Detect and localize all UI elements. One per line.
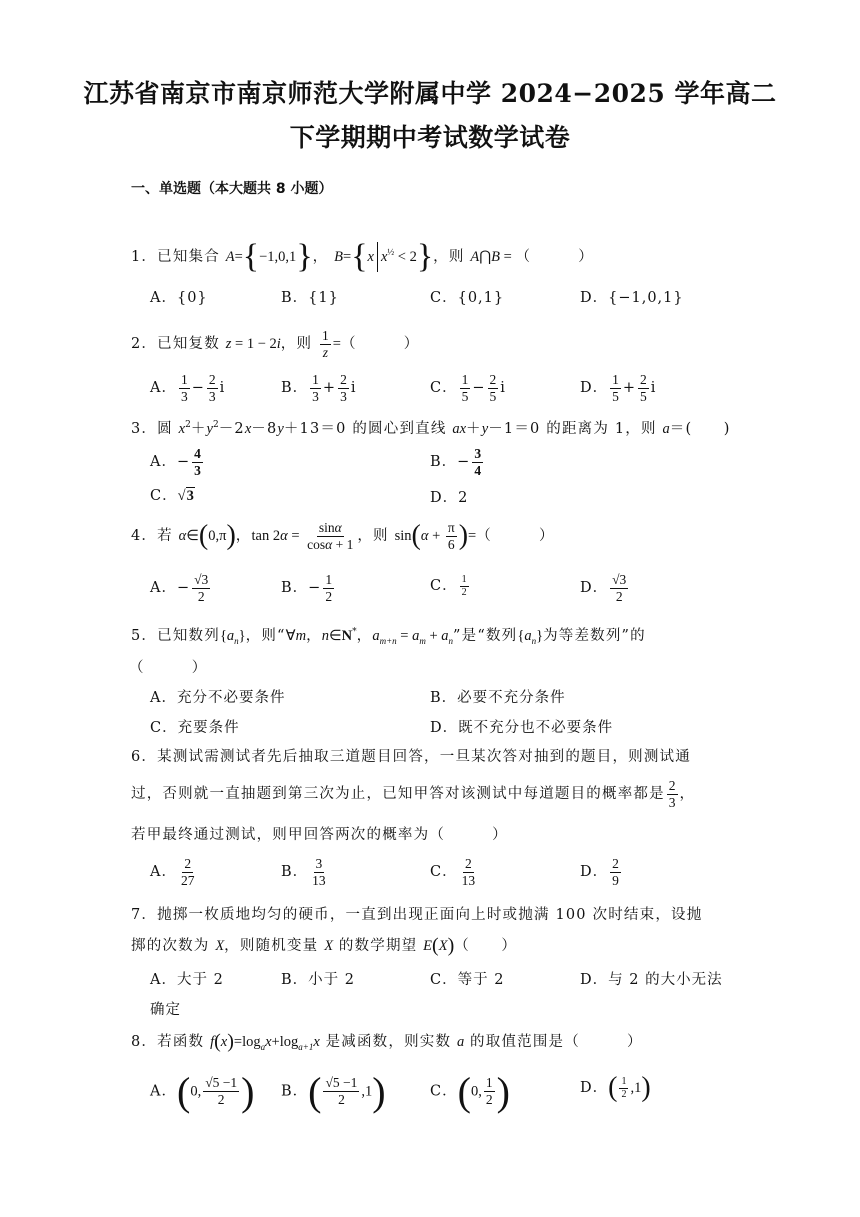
- question-2-stem: 2．已知复数 z = 1 − 2i，则 $\frac{1}{z}$ =（ ）: [131, 328, 420, 360]
- question-3-option-a: A．− $\frac{4}{3}$: [150, 446, 201, 478]
- question-6-line-3: 若甲最终通过测试，则甲回答两次的概率为（ ）: [131, 827, 508, 843]
- question-1-option-a: A．{0}: [150, 290, 208, 306]
- question-5-option-d: D．既不充分也不必要条件: [430, 720, 614, 736]
- question-7-line-1: 7．抛掷一枚质地均匀的硬币，一直到出现正面向上时或抛满 100 次时结束，设抛: [131, 907, 703, 923]
- question-8-option-c: C．(0, $\frac{1}{2}$ ): [430, 1069, 510, 1114]
- question-5-option-a: A．充分不必要条件: [150, 690, 286, 706]
- question-6-option-d: D． $\frac{2}{9}$: [580, 856, 619, 888]
- question-6-option-c: C． $\frac{2}{13}$: [430, 856, 476, 888]
- question-6-option-b: B． $\frac{3}{13}$: [281, 856, 326, 888]
- section-heading: 一、单选题（本大题共 8 小题）: [131, 181, 333, 197]
- question-1-stem: 1．已知集合 A={−1,0,1}， B={x $x^{\frac{1}{2}} < 2$}，则 A⋂B = （ ）: [131, 237, 594, 275]
- question-7-option-a: A．大于 2: [150, 972, 224, 988]
- question-1-option-b: B．{1}: [281, 290, 339, 306]
- question-6-line-1: 6．某测试需测试者先后抽取三道题目回答，一旦某次答对抽到的题目，则测试通: [131, 749, 691, 765]
- question-7-line-2: 掷的次数为 X，则随机变量 X 的数学期望 E(X)（ ）: [131, 934, 518, 957]
- question-5-blank: （ ）: [129, 660, 208, 676]
- question-4-option-c: C． $\frac{1}{2}$: [430, 574, 467, 598]
- question-2-option-a: A． $\frac{1}{3}$ − $\frac{2}{3}$ i: [150, 372, 226, 404]
- question-3-option-b: B．− $\frac{3}{4}$: [430, 446, 482, 478]
- exam-title-line-2: 下学期期中考试数学试卷: [289, 123, 571, 152]
- question-3-option-c: C．√3: [150, 488, 194, 504]
- question-2-option-d: D． $\frac{1}{5}$ + $\frac{2}{5}$ i: [580, 372, 657, 404]
- question-5-stem: 5．已知数列$\{a_n\}$，则“∀m，n∈N*，$a_{m+n} = a_m + a_n$”是“数列$\{a_n\}$为等差数列”的: [131, 627, 646, 646]
- question-7-option-d-continued: 确定: [150, 1002, 181, 1018]
- question-8-option-a: A．(0, $\frac{√5 -1}{2}$ ): [150, 1069, 255, 1114]
- question-5-option-c: C．充要条件: [150, 720, 240, 736]
- question-7-option-c: C．等于 2: [430, 972, 505, 988]
- question-2-option-b: B． $\frac{1}{3}$ + $\frac{2}{3}$ i: [281, 372, 357, 404]
- question-8-option-b: B．( $\frac{√5 -1}{2}$ ,1): [281, 1069, 386, 1114]
- question-6-line-2: 过，否则就一直抽题到第三次为止，已知甲答对该测试中每道题目的概率都是 $\frac{2}{3}$ ，: [131, 778, 696, 810]
- question-4-option-b: B．− $\frac{1}{2}$: [281, 572, 333, 604]
- question-4-stem: 4．若 α∈(0,π)，tan 2α = $\frac{\sin\alpha}{\cos\alpha + 1}$ ，则 sin(α + $\frac{\pi}{6}$ )=（ ）: [131, 520, 555, 552]
- question-7-option-d: D．与 2 的大小无法: [580, 972, 723, 988]
- question-4-option-d: D． $\frac{√3}{2}$: [580, 572, 627, 604]
- question-1-option-c: C．{0,1}: [430, 290, 505, 306]
- question-7-option-b: B．小于 2: [281, 972, 355, 988]
- question-6-option-a: A． $\frac{2}{27}$: [150, 856, 195, 888]
- question-3-stem: 3．圆 $x^2+y^2-2x-8y+13=0$ 的圆心到直线 ax＋y－1＝0 的距离为 1，则 a＝( ): [131, 420, 731, 437]
- question-1-option-d: D．{−1,0,1}: [580, 290, 684, 306]
- question-8-option-d: D．( $\frac{1}{2}$ ,1): [580, 1072, 651, 1103]
- question-4-option-a: A．− $\frac{√3}{2}$: [150, 572, 209, 604]
- question-2-option-c: C． $\frac{1}{5}$ − $\frac{2}{5}$ i: [430, 372, 506, 404]
- question-3-option-d: D．2: [430, 490, 469, 506]
- question-8-stem: 8．若函数 $f(x)=\log_ax+\log_{a+1}x$ 是减函数，则实数 a 的取值范围是（ ）: [131, 1030, 643, 1053]
- question-5-option-b: B．必要不充分条件: [430, 690, 566, 706]
- exam-title-line-1: 江苏省南京市南京师范大学附属中学 2024−2025 学年高二: [83, 79, 777, 108]
